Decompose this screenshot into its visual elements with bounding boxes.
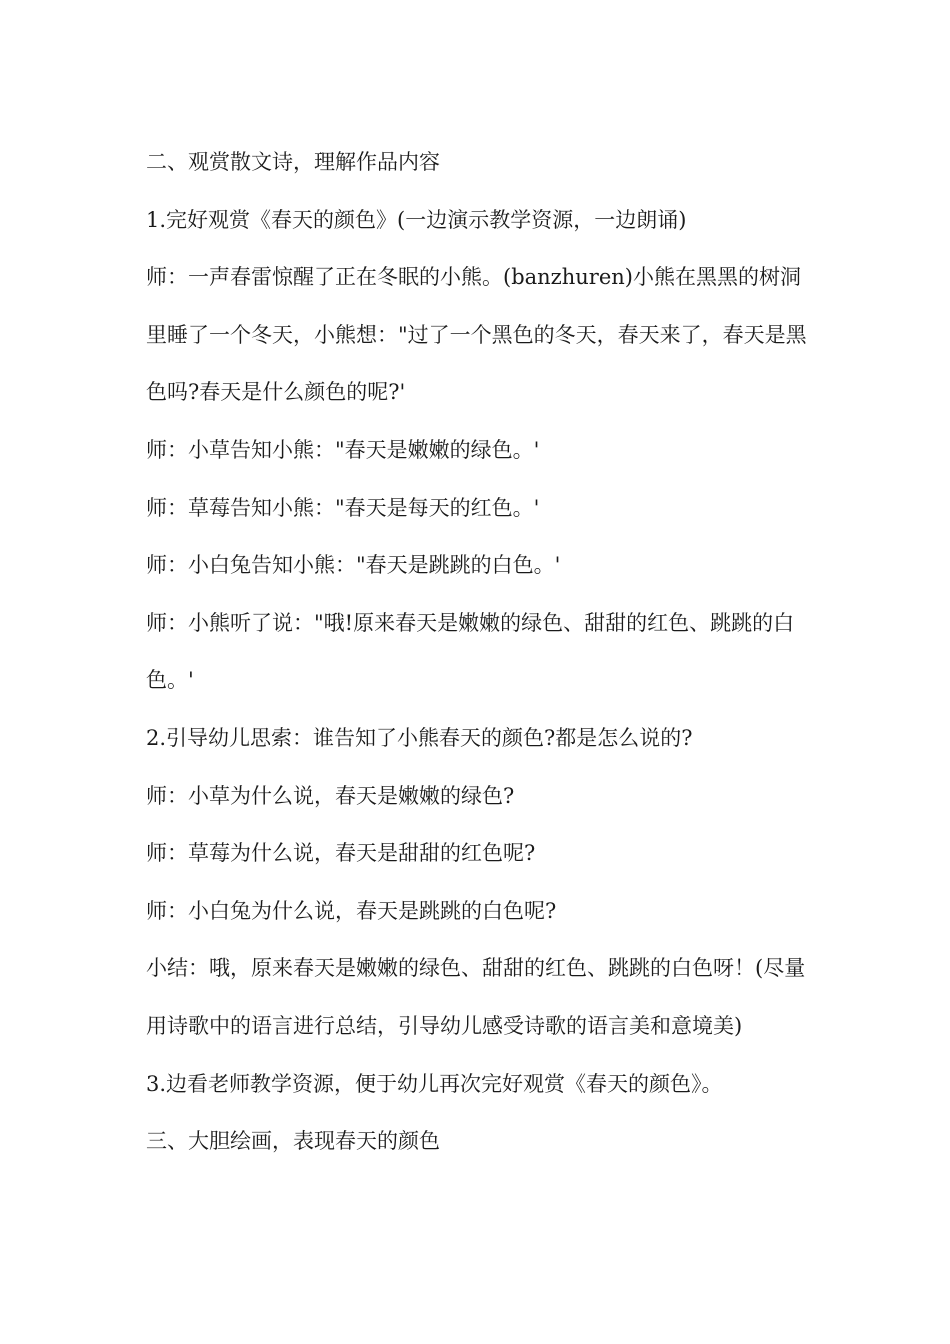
question-rabbit-paragraph: 师：小白兔为什么说，春天是跳跳的白色呢? (146, 898, 557, 923)
step-three-paragraph: 3.边看老师教学资源，便于幼儿再次完好观赏《春天的颜色》。 (146, 1071, 723, 1096)
step-two-paragraph: 2.引导幼儿思索：谁告知了小熊春天的颜色?都是怎么说的? (146, 725, 693, 750)
question-grass-paragraph: 师：小草为什么说，春天是嫩嫩的绿色? (146, 783, 515, 808)
strawberry-dialogue-paragraph: 师：草莓告知小熊："春天是每天的红色。' (146, 495, 540, 520)
summary-paragraph: 小结：哦，原来春天是嫩嫩的绿色、甜甜的红色、跳跳的白色呀！(尽量用诗歌中的语言进行总结，引导幼儿感受诗歌的语言美和意境美) (146, 956, 806, 1038)
rabbit-dialogue-paragraph: 师：小白兔告知小熊："春天是跳跳的白色。' (146, 553, 561, 578)
bear-conclusion-paragraph: 师：小熊听了说："哦!原来春天是嫩嫩的绿色、甜甜的红色、跳跳的白色。' (146, 610, 795, 693)
grass-dialogue-paragraph: 师：小草告知小熊："春天是嫩嫩的绿色。' (146, 437, 540, 462)
teacher-intro-paragraph: 师：一声春雷惊醒了正在冬眠的小熊。(banzhuren)小熊在黑黑的树洞里睡了一个冬天，小熊想："过了一个黑色的冬天，春天来了，春天是黑色吗?春天是什么颜色的呢?' (146, 265, 807, 405)
section-heading-three: 三、大胆绘画，表现春天的颜色 (146, 1129, 440, 1154)
step-one-paragraph: 1.完好观赏《春天的颜色》(一边演示教学资源，一边朗诵) (146, 207, 687, 232)
section-heading-two: 二、观赏散文诗，理解作品内容 (146, 150, 440, 174)
document-body (146, 134, 818, 1171)
question-strawberry-paragraph: 师：草莓为什么说，春天是甜甜的红色呢? (146, 841, 536, 866)
